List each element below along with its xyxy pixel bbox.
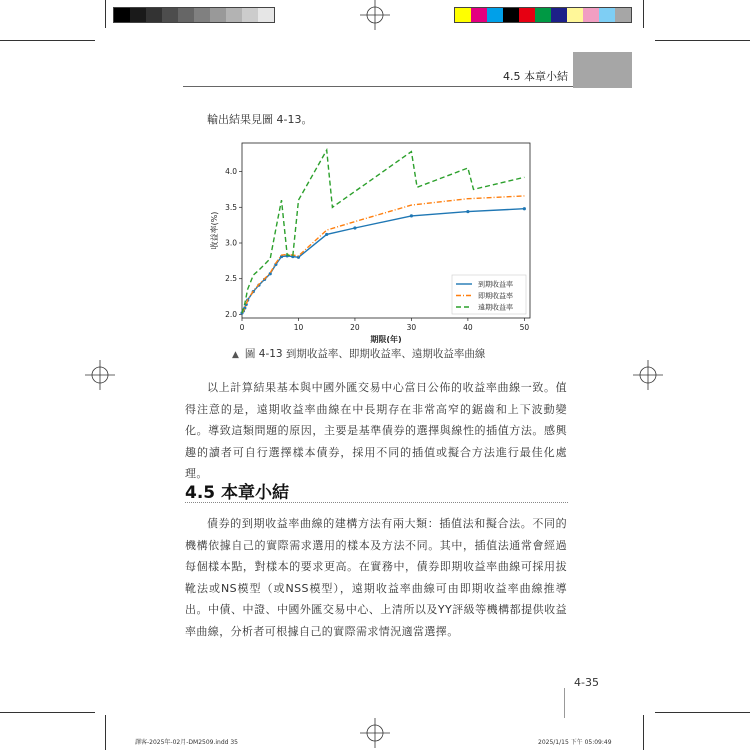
legend-label: 到期收益率 bbox=[478, 280, 513, 289]
caption-marker-icon: ▲ bbox=[232, 350, 239, 360]
section-title: 4.5 本章小結 bbox=[185, 483, 290, 503]
legend-label: 遠期收益率 bbox=[478, 303, 513, 312]
x-tick-label: 30 bbox=[406, 323, 417, 332]
data-point bbox=[466, 210, 469, 213]
x-axis-label: 期限(年) bbox=[370, 335, 402, 343]
x-tick-label: 20 bbox=[350, 323, 360, 332]
body-paragraph-2 bbox=[185, 513, 567, 642]
intro-text: 輸出結果見圖 4-13。 bbox=[207, 113, 313, 126]
data-point bbox=[410, 214, 413, 217]
header-rule bbox=[183, 86, 573, 87]
y-tick-label: 4.0 bbox=[225, 167, 237, 177]
page-number: 4-35 bbox=[574, 676, 599, 689]
y-tick-label: 2.0 bbox=[225, 309, 237, 319]
x-tick-label: 50 bbox=[519, 323, 530, 332]
paragraph-text: 債券的到期收益率曲線的建構方法有兩大類：插值法和擬合法。不同的機構依據自己的實際需求選用的樣本及方法不同。其中，插值法通常會經過每個樣本點，對樣本的要求更高。在實務中，債券即期收益率曲線可採用拔靴法或NS模型（或NSS模型），遠期收益率曲線可由即期收益率曲線推導出。中債、中證、中國外匯交易中心、上清所以及YY評級等機構都提供收益率曲線，分析者可根據自己的實際需求情況適當選擇。 bbox=[185, 517, 567, 638]
data-point bbox=[353, 226, 356, 229]
print-timestamp: 2025/1/15 下午 05:09:49 bbox=[538, 739, 612, 746]
yield-curve-chart bbox=[205, 138, 545, 343]
chapter-tab bbox=[573, 52, 632, 88]
body-paragraph-1 bbox=[185, 377, 567, 485]
data-point bbox=[523, 207, 526, 210]
caption-text: 圖 4-13 到期收益率、即期收益率、遠期收益率曲線 bbox=[244, 348, 486, 360]
figure-caption bbox=[232, 346, 485, 361]
x-tick-label: 0 bbox=[239, 323, 245, 332]
y-tick-label: 3.0 bbox=[225, 238, 237, 248]
y-axis-label: 收益率(%) bbox=[210, 211, 219, 250]
data-point bbox=[325, 233, 328, 236]
running-head: 4.5 本章小結 bbox=[503, 70, 568, 83]
legend-label: 即期收益率 bbox=[478, 292, 513, 300]
y-tick-label: 3.5 bbox=[225, 202, 237, 212]
page-number-rule bbox=[564, 688, 565, 718]
x-tick-label: 40 bbox=[463, 323, 473, 332]
y-tick-label: 2.5 bbox=[225, 274, 237, 284]
x-tick-label: 10 bbox=[293, 323, 304, 332]
file-info: 譯客-2025年-02月-DM2509.indd 35 bbox=[135, 739, 239, 746]
paragraph-text: 以上計算結果基本與中國外匯交易中心當日公佈的收益率曲線一致。值得注意的是，遠期收益率曲線在中長期存在非常高窄的鋸齒和上下波動變化。導致這類問題的原因，主要是基準債券的選擇與線性的插值方法。感興趣的讀者可自行選擇樣本債券，採用不同的插值或擬合方法進行最佳化處理。 bbox=[185, 381, 567, 480]
section-divider bbox=[185, 502, 568, 503]
